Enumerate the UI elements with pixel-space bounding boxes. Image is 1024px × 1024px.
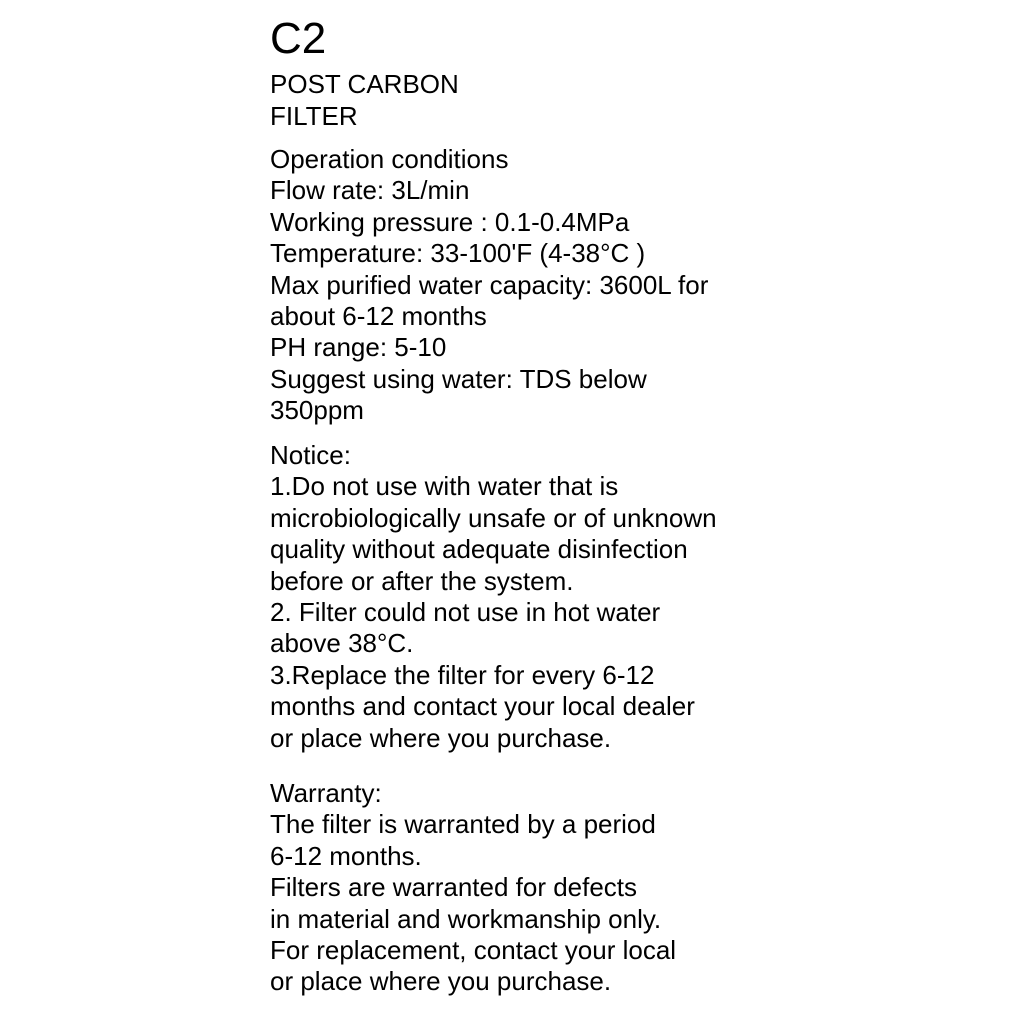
- product-name-line: POST CARBON: [270, 69, 459, 99]
- product-name-line: FILTER: [270, 101, 358, 131]
- product-name: [270, 68, 459, 132]
- warranty-section: [270, 778, 676, 998]
- warranty-heading: Warranty:: [270, 778, 382, 808]
- warranty-line: For replacement, contact your local: [270, 935, 677, 966]
- conditions-line: Max purified water capacity: 3600L for: [270, 269, 709, 300]
- notice-heading: Notice:: [270, 440, 351, 470]
- warranty-line: 6-12 months.: [270, 840, 422, 871]
- notice-line: months and contact your local dealer: [270, 691, 695, 722]
- warranty-line: Filters are warranted for defects: [270, 872, 638, 903]
- conditions-line: about 6-12 months: [270, 301, 487, 332]
- notice-line: before or after the system.: [270, 565, 574, 596]
- notice-line: 3.Replace the filter for every 6-12: [270, 659, 655, 690]
- conditions-heading: Operation conditions: [270, 144, 509, 174]
- notice-line: 2. Filter could not use in hot water: [270, 597, 661, 628]
- notice-line: above 38°C.: [270, 628, 414, 659]
- conditions-line: Temperature: 33-100'F (4-38°C ): [270, 238, 646, 269]
- model-code: C2: [270, 14, 327, 63]
- conditions-line: PH range: 5-10: [270, 332, 447, 363]
- conditions-line: Flow rate: 3L/min: [270, 175, 470, 206]
- notice-line: or place where you purchase.: [270, 722, 612, 753]
- notice-section: [270, 440, 717, 754]
- conditions-line: Suggest using water: TDS below: [270, 363, 647, 394]
- warranty-line: in material and workmanship only.: [270, 903, 662, 934]
- filter-label: [270, 0, 1010, 1024]
- operation-conditions: [270, 144, 708, 427]
- conditions-line: 350ppm: [270, 395, 364, 426]
- warranty-line: The filter is warranted by a period: [270, 809, 656, 840]
- notice-line: microbiologically unsafe or of unknown: [270, 502, 717, 533]
- notice-line: quality without adequate disinfection: [270, 534, 688, 565]
- notice-line: 1.Do not use with water that is: [270, 471, 619, 502]
- conditions-line: Working pressure : 0.1-0.4MPa: [270, 206, 630, 237]
- warranty-line: or place where you purchase.: [270, 966, 612, 997]
